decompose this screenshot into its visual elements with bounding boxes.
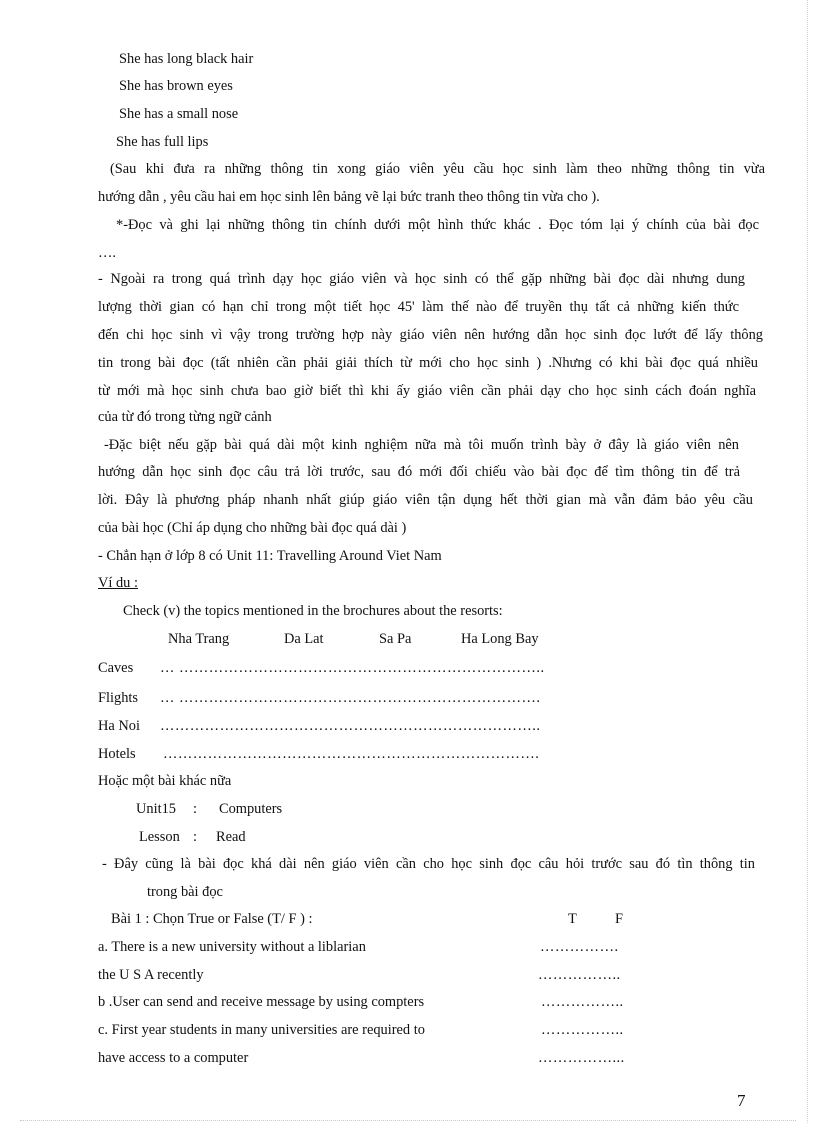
lesson-title: Read xyxy=(216,829,246,845)
tf-statement: the U S A recently xyxy=(98,967,204,983)
paragraph-line: của từ đó trong từng ngữ cảnh xyxy=(98,409,272,425)
paragraph-line: lượng thời gian có hạn chỉ trong một tiết học 45' làm thế nào để truyền thụ tất cả những kiến thức xyxy=(98,299,739,315)
topic-dots: …………………………………………………………………. xyxy=(163,746,540,762)
check-instruction: Check (v) the topics mentioned in the brochures about the resorts: xyxy=(123,603,503,619)
description-line: She has long black hair xyxy=(119,51,254,67)
paragraph-line: trong bài đọc xyxy=(147,884,223,900)
tf-statement: have access to a computer xyxy=(98,1050,249,1066)
exercise-title: Bài 1 : Chọn True or False (T/ F ) : xyxy=(111,911,313,927)
tf-answer-dots: ……………... xyxy=(538,1050,625,1066)
example-intro: - Chẳn hạn ở lớp 8 có Unit 11: Travelling Around Viet Nam xyxy=(98,548,442,564)
topic-dots: … ………………………………………………………………. xyxy=(160,690,541,706)
tf-statement: b .User can send and receive message by using compters xyxy=(98,994,425,1010)
paragraph-line: (Sau khi đưa ra những thông tin xong giáo viên yêu cầu học sinh làm theo những thông tin vừa xyxy=(110,161,765,177)
paragraph-line: của bài học (Chỉ áp dụng cho những bài đọc quá dài ) xyxy=(98,520,407,536)
paragraph-line: đến chi học sinh vì vậy trong trường hợp này giáo viên nên hướng dẫn học sinh đọc lướt để lấy thông xyxy=(98,327,763,343)
unit-title: Computers xyxy=(219,801,283,817)
unit-separator: : xyxy=(193,801,197,817)
paragraph-line: -Đặc biệt nếu gặp bài quá dài một kinh nghiệm nữa mà tôi muốn trình bày ở đây là giáo viên nên xyxy=(104,437,739,453)
lesson-label: Lesson xyxy=(139,829,180,845)
topic-label: Caves xyxy=(98,660,134,676)
paragraph-line: - Ngoài ra trong quá trình dạy học giáo viên và học sinh có thể gặp những bài đọc dài nhưng dung xyxy=(98,271,745,287)
description-line: She has brown eyes xyxy=(119,78,233,94)
topic-dots: … ……………………………………………………………….. xyxy=(160,660,545,676)
tf-statement: a. There is a new university without a liblarian xyxy=(98,939,366,955)
tf-statement: c. First year students in many universities are required to xyxy=(98,1022,425,1038)
example-label: Ví du : xyxy=(98,575,138,591)
resort-heading: Da Lat xyxy=(284,631,324,647)
description-line: She has a small nose xyxy=(119,106,239,122)
false-column-header: F xyxy=(615,911,624,927)
lesson-separator: : xyxy=(193,829,197,845)
paragraph-line: *-Đọc và ghi lại những thông tin chính dưới một hình thức khác . Đọc tóm lại ý chính của bài đọc xyxy=(116,217,759,233)
true-column-header: T xyxy=(568,911,577,927)
tf-answer-dots: ……………. xyxy=(540,939,619,955)
topic-label: Ha Noi xyxy=(98,718,140,734)
paragraph-line: từ mới mà học sinh chưa bao giờ biết thì khi ấy giáo viên cần phải dạy cho học sinh cách đoán nghĩa xyxy=(98,383,756,399)
paragraph-line: lời. Đây là phương pháp nhanh nhất giúp giáo viên tận dụng hết thời gian mà vẫn đảm bảo yêu cầu xyxy=(98,492,753,508)
another-lesson-text: Hoặc một bài khác nữa xyxy=(98,773,232,789)
paragraph-line: - Đây cũng là bài đọc khá dài nên giáo viên cần cho học sinh đọc câu hỏi trước sau đó tìn thông tin xyxy=(102,856,755,872)
topic-label: Flights xyxy=(98,690,138,706)
resort-heading: Nha Trang xyxy=(168,631,230,647)
description-line: She has full lips xyxy=(116,134,209,150)
unit-label: Unit15 xyxy=(136,801,176,817)
paragraph-line: hướng dẫn , yêu cầu hai em học sinh lên bảng vẽ lại bức tranh theo thông tin vừa cho ). xyxy=(98,189,600,205)
paragraph-line: tin trong bài đọc (tất nhiên cần phải giải thích từ mới cho học sinh ) .Nhưng có khi bài đọc quá nhiều xyxy=(98,355,758,371)
footer-rule xyxy=(20,1120,796,1121)
resort-heading: Sa Pa xyxy=(379,631,412,647)
page-number: 7 xyxy=(737,1091,746,1110)
tf-answer-dots: …………….. xyxy=(538,967,621,983)
topic-label: Hotels xyxy=(98,746,136,762)
page-right-border xyxy=(807,0,808,1123)
paragraph-line: …. xyxy=(98,245,116,261)
resort-heading: Ha Long Bay xyxy=(461,631,539,647)
tf-answer-dots: …………….. xyxy=(541,1022,624,1038)
topic-dots: ………………………………………………………………….. xyxy=(160,718,541,734)
tf-answer-dots: …………….. xyxy=(541,994,624,1010)
paragraph-line: hướng dẫn học sinh đọc câu trả lời trước, sau đó mới đối chiếu vào bài đọc để tìm thông tin để trả xyxy=(98,464,740,480)
